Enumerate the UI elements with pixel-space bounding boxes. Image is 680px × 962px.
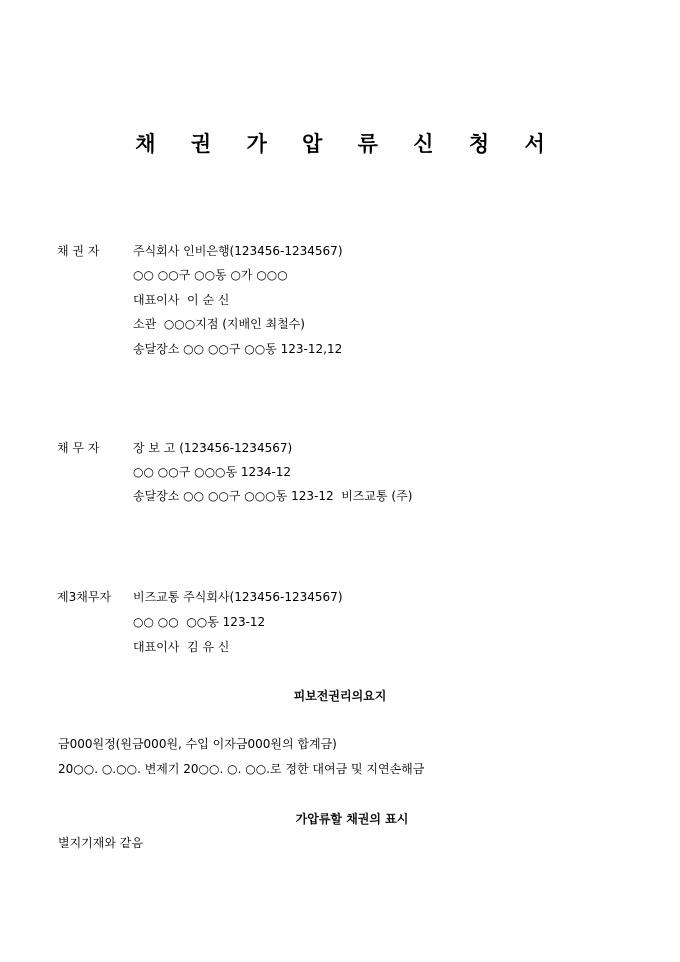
secured-right-heading: 피보전권리의요지: [293, 689, 387, 703]
creditor-line: 송달장소 ○○ ○○구 ○○동 123-12,12: [133, 342, 343, 356]
debtor-line: 장 보 고 (123456-1234567): [133, 441, 293, 455]
debtor-label: 채 무 자: [57, 441, 100, 455]
claim-heading: 가압류할 채권의 표시: [295, 812, 409, 826]
secured-right-line: 20○○. ○.○○. 변제기 20○○. ○. ○○.로 정한 대여금 및 지연손해금: [58, 762, 425, 776]
debtor-line: 송달장소 ○○ ○○구 ○○○동 123-12 비즈교통 (주): [133, 489, 413, 503]
creditor-line: 소관 ○○○지점 (지배인 최철수): [133, 317, 305, 331]
debtor-line: ○○ ○○구 ○○○동 1234-12: [133, 465, 292, 479]
secured-right-line: 금000원정(원금000원, 수입 이자금000원의 합계금): [58, 737, 337, 751]
creditor-line: ○○ ○○구 ○○동 ○가 ○○○: [133, 268, 288, 282]
claim-line: 별지기재와 같음: [58, 836, 143, 850]
document-title: 채 권 가 압 류 신 청 서: [135, 131, 559, 156]
third-debtor-line: 대표이사 김 유 신: [133, 640, 230, 654]
third-debtor-line: ○○ ○○ ○○동 123-12: [133, 615, 266, 629]
third-debtor-label: 제3채무자: [57, 590, 112, 604]
creditor-label: 채 권 자: [57, 244, 100, 258]
creditor-line: 주식회사 인비은행(123456-1234567): [133, 244, 343, 258]
third-debtor-line: 비즈교통 주식회사(123456-1234567): [133, 590, 343, 604]
creditor-line: 대표이사 이 순 신: [133, 293, 230, 307]
